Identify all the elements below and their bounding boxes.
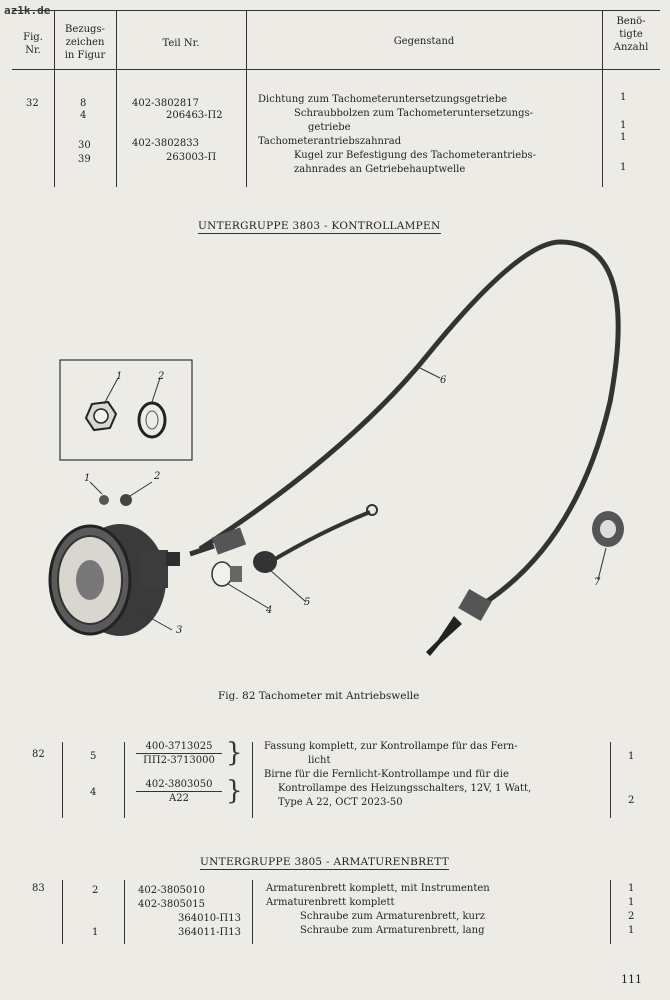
item-cell: getriebe [308,122,351,133]
table-header-divider [12,69,660,70]
part-fraction: $\frac{402-3803050}{A22}$ [136,778,222,805]
header-ref: Bezugs- zeichen in Figur [64,24,106,61]
callout-label: 6 [440,375,447,386]
tachometer-body [50,524,183,636]
column-divider [610,742,611,818]
tachometer-illustration [0,232,670,682]
qty-cell: 1 [620,132,627,143]
parts-table-middle [12,738,660,820]
header-fig: Fig. Nr. [23,32,43,56]
fig-number: 32 [26,98,39,109]
item-cell: Kontrollampe des Heizungsschalters, 12V, 1 Watt, [278,783,532,794]
cable-connector [190,527,246,554]
part-cell: 402-3802817 [132,98,200,109]
item-cell: Schraube zum Armaturenbrett, lang [300,925,485,936]
column-divider [124,742,125,818]
parts-table-bottom [12,880,660,946]
small-nut-icon [99,495,109,505]
lamp-socket-wire [270,512,370,562]
ref-cell: 4 [90,787,97,798]
callout-label: 1 [116,371,123,382]
ref-cell: 4 [80,110,87,121]
ref-cell: 30 [78,140,91,151]
callout-label: 2 [158,371,165,382]
washer-icon [139,403,165,437]
ref-cell: 5 [90,751,97,762]
callout-label: 4 [266,605,273,616]
qty-cell: 1 [628,925,635,936]
section-heading-kontrollampen: UNTERGRUPPE 3803 - KONTROLLAMPEN [198,220,441,232]
fig-number: 83 [32,883,45,894]
bulb-icon [212,562,242,586]
part-cell: 263003-П [166,152,217,163]
part-cell: 206463-П2 [166,110,223,121]
item-cell: Dichtung zum Tachometeruntersetzungsgetriebe [258,94,508,105]
item-cell: licht [308,755,331,766]
part-cell: 364011-П13 [178,927,241,938]
fig-number: 82 [32,749,45,760]
qty-cell: 1 [620,92,627,103]
lamp-socket [253,551,277,573]
part-cell: 402-3805010 [138,885,206,896]
ref-cell: 39 [78,154,91,165]
item-cell: Armaturenbrett komplett [266,897,395,908]
item-cell: Tachometerantriebszahnrad [258,136,402,147]
nut-icon [86,402,116,430]
column-divider [124,880,125,944]
column-divider [62,742,63,818]
callout-label: 7 [594,577,601,588]
part-cell: 402-3802833 [132,138,200,149]
brace-symbol: } [226,776,243,806]
qty-cell: 1 [620,162,627,173]
item-cell: Schraubbolzen zum Tachometeruntersetzungs- [294,108,534,119]
callout-label: 2 [154,471,161,482]
item-cell: Armaturenbrett komplett, mit Instrumenten [266,883,490,894]
part-fraction: 400-3713025 ПП2-3713000 [136,740,222,767]
watermark: az1k.de [4,4,51,17]
ref-cell: 1 [92,927,99,938]
qty-cell: 2 [628,795,635,806]
brace-symbol: } [226,738,243,768]
item-cell: Kugel zur Befestigung des Tachometerantriebs- [294,150,537,161]
header-qty: Benö- tigte Anzahl [613,16,649,53]
column-divider [252,880,253,944]
item-cell: zahnrades an Getriebehauptwelle [294,164,466,175]
qty-cell: 1 [628,897,635,908]
qty-cell: 1 [628,883,635,894]
column-divider [252,742,253,818]
leader-lines [90,368,606,630]
callout-label: 3 [176,625,183,636]
column-divider [62,880,63,944]
item-cell: Fassung komplett, zur Kontrollampe für das Fern- [264,741,518,752]
header-item: Gegenstand [393,36,455,47]
column-divider [610,880,611,944]
page-number: 111 [621,973,642,986]
ref-cell: 2 [92,885,99,896]
qty-cell: 1 [628,751,635,762]
header-part: Teil Nr. [162,38,200,49]
cable-end-fitting [426,589,492,656]
part-cell: 364010-П13 [178,913,241,924]
item-cell: Schraube zum Armaturenbrett, kurz [300,911,486,922]
item-cell: Type A 22, OCT 2023-50 [278,797,403,808]
figure-caption: Fig. 82 Tachometer mit Antriebswelle [218,690,420,702]
section-heading-armaturenbrett: UNTERGRUPPE 3805 - ARMATURENBRETT [200,856,450,868]
qty-cell: 1 [620,120,627,131]
ref-cell: 8 [80,98,87,109]
grommet-icon [592,511,624,547]
detail-inset-frame [60,360,192,460]
parts-table-top [12,10,660,189]
qty-cell: 2 [628,911,635,922]
item-cell: Birne für die Fernlicht-Kontrollampe und für die [264,769,509,780]
part-cell: 402-3805015 [138,899,206,910]
callout-label: 1 [84,473,91,484]
callout-label: 5 [304,597,311,608]
